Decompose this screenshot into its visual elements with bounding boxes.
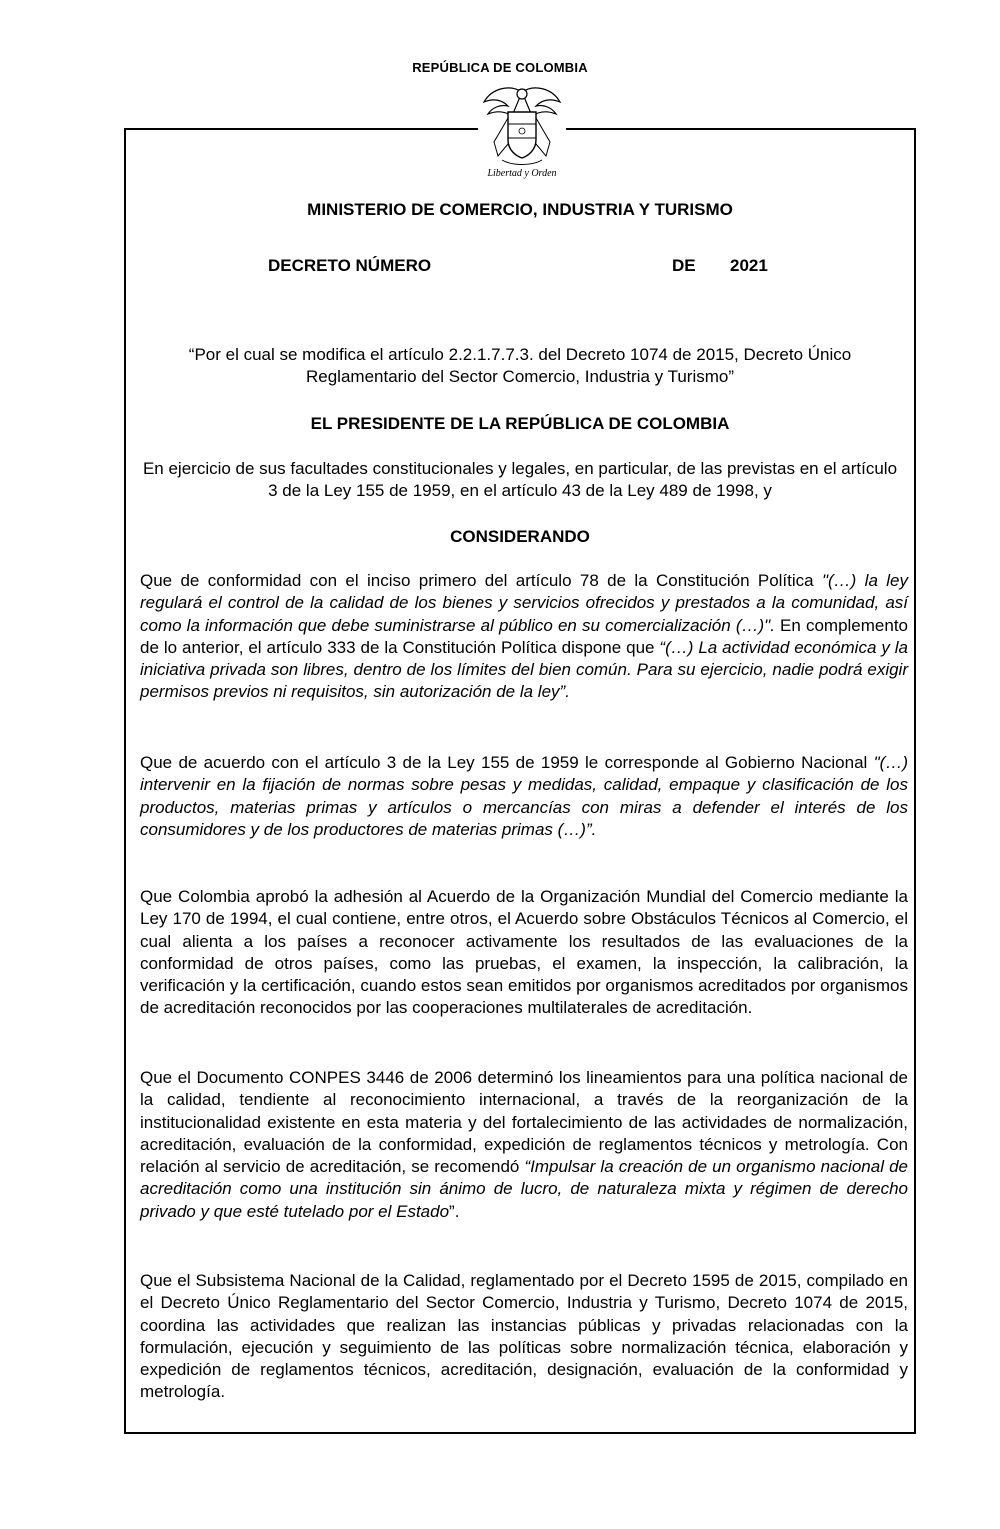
paragraph-4: [140, 1067, 908, 1223]
p4-text-c: ”.: [449, 1201, 460, 1221]
seal-motto: Libertad y Orden: [487, 168, 557, 179]
p2-text-a: Que de acuerdo con el artículo 3 de la Ley 155 de 1959 le corresponde al Gobierno Nacional: [140, 753, 874, 772]
paragraph-1: [140, 570, 908, 704]
frame-top-right-line: [566, 128, 916, 130]
considering-heading: CONSIDERANDO: [450, 527, 590, 546]
country-header: REPÚBLICA DE COLOMBIA: [412, 60, 588, 75]
ministry-title: MINISTERIO DE COMERCIO, INDUSTRIA Y TURISMO: [307, 200, 733, 219]
p1-text-c: En complemento de lo anterior, el artículo 333 de la Constitución Política dispone que: [140, 615, 908, 657]
p1-quote-b: "(…) la ley regulará el control de la calidad de los bienes y servicios ofrecidos y prestados a la comunidad, así como la información que debe suministrarse al público en su comercialización (…)".: [140, 571, 908, 635]
decree-subject: “Por el cual se modifica el artículo 2.2.1.7.7.3. del Decreto 1074 de 2015, Decreto Único Reglamentario del Sector Comercio, Industria y Turismo”: [188, 345, 852, 386]
p4-text-a: Que el Documento CONPES 3446 de 2006 determinó los lineamientos para una política nacional de la calidad, tendiente al reconocimiento internacional, a través de la reorganización de la institucionalidad existente en esta materia y del fortalecimiento de las actividades de normalización, acreditación, evaluación de la conformidad, expedición de reglamentos técnicos y metrología. Con relación al servicio de acreditación, se recomendó: [140, 1068, 908, 1177]
coat-of-arms-icon: [480, 82, 564, 182]
paragraph-5: Que el Subsistema Nacional de la Calidad, reglamentado por el Decreto 1595 de 2015, compilado en el Decreto Único Reglamentario del Sector Comercio, Industria y Turismo, Decreto 1074 de 2015, coordina las actividades que realizan las instancias públicas y privadas relacionadas con la formulación, ejecución y seguimiento de las políticas sobre normalización técnica, elaboración y expedición de reglamentos técnicos, acreditación, designación, evaluación de la conformidad y metrología.: [140, 1271, 908, 1402]
frame-top-left-line: [124, 128, 478, 130]
p1-text-a: Que de conformidad con el inciso primero del artículo 78 de la Constitución Política: [140, 571, 822, 590]
powers-paragraph: En ejercicio de sus facultades constitucionales y legales, en particular, de las previstas en el artículo 3 de la Ley 155 de 1959, en el artículo 43 de la Ley 489 de 1998, y: [142, 459, 898, 500]
decree-de-label: DE: [672, 256, 696, 275]
paragraph-3: Que Colombia aprobó la adhesión al Acuerdo de la Organización Mundial del Comercio mediante la Ley 170 de 1994, el cual contiene, entre otros, el Acuerdo sobre Obstáculos Técnicos al Comercio, el cual alienta a los países a reconocer activamente los resultados de las evaluaciones de la conformidad de otros países, como las pruebas, el examen, la inspección, la calibración, la verificación y la certificación, cuando estos sean emitidos por organismos acreditados por organismos de acreditación reconocidos por las cooperaciones multilaterales de acreditación.: [140, 887, 908, 1018]
decree-year: 2021: [730, 256, 768, 275]
decree-number-label: DECRETO NÚMERO: [268, 256, 432, 275]
president-heading: EL PRESIDENTE DE LA REPÚBLICA DE COLOMBIA: [310, 414, 730, 433]
p2-quote-b: "(…) intervenir en la fijación de normas sobre pesas y medidas, calidad, empaque y clasificación de los productos, materias primas y artículos o mercancías con miras a defender el interés de los consumidores y de los productores de materias primas (…)”.: [140, 753, 908, 839]
p1-quote-d: “(…) La actividad económica y la iniciativa privada son libres, dentro de los límites del bien común. Para su ejercicio, nadie podrá exigir permisos previos ni requisitos, sin autorización de la ley”.: [140, 637, 908, 702]
paragraph-2: [140, 752, 908, 841]
p4-quote-b: “Impulsar la creación de un organismo nacional de acreditación como una institución sin ánimo de lucro, de naturaleza mixta y régimen de derecho privado y que esté tutelado por el Estado: [140, 1157, 908, 1221]
